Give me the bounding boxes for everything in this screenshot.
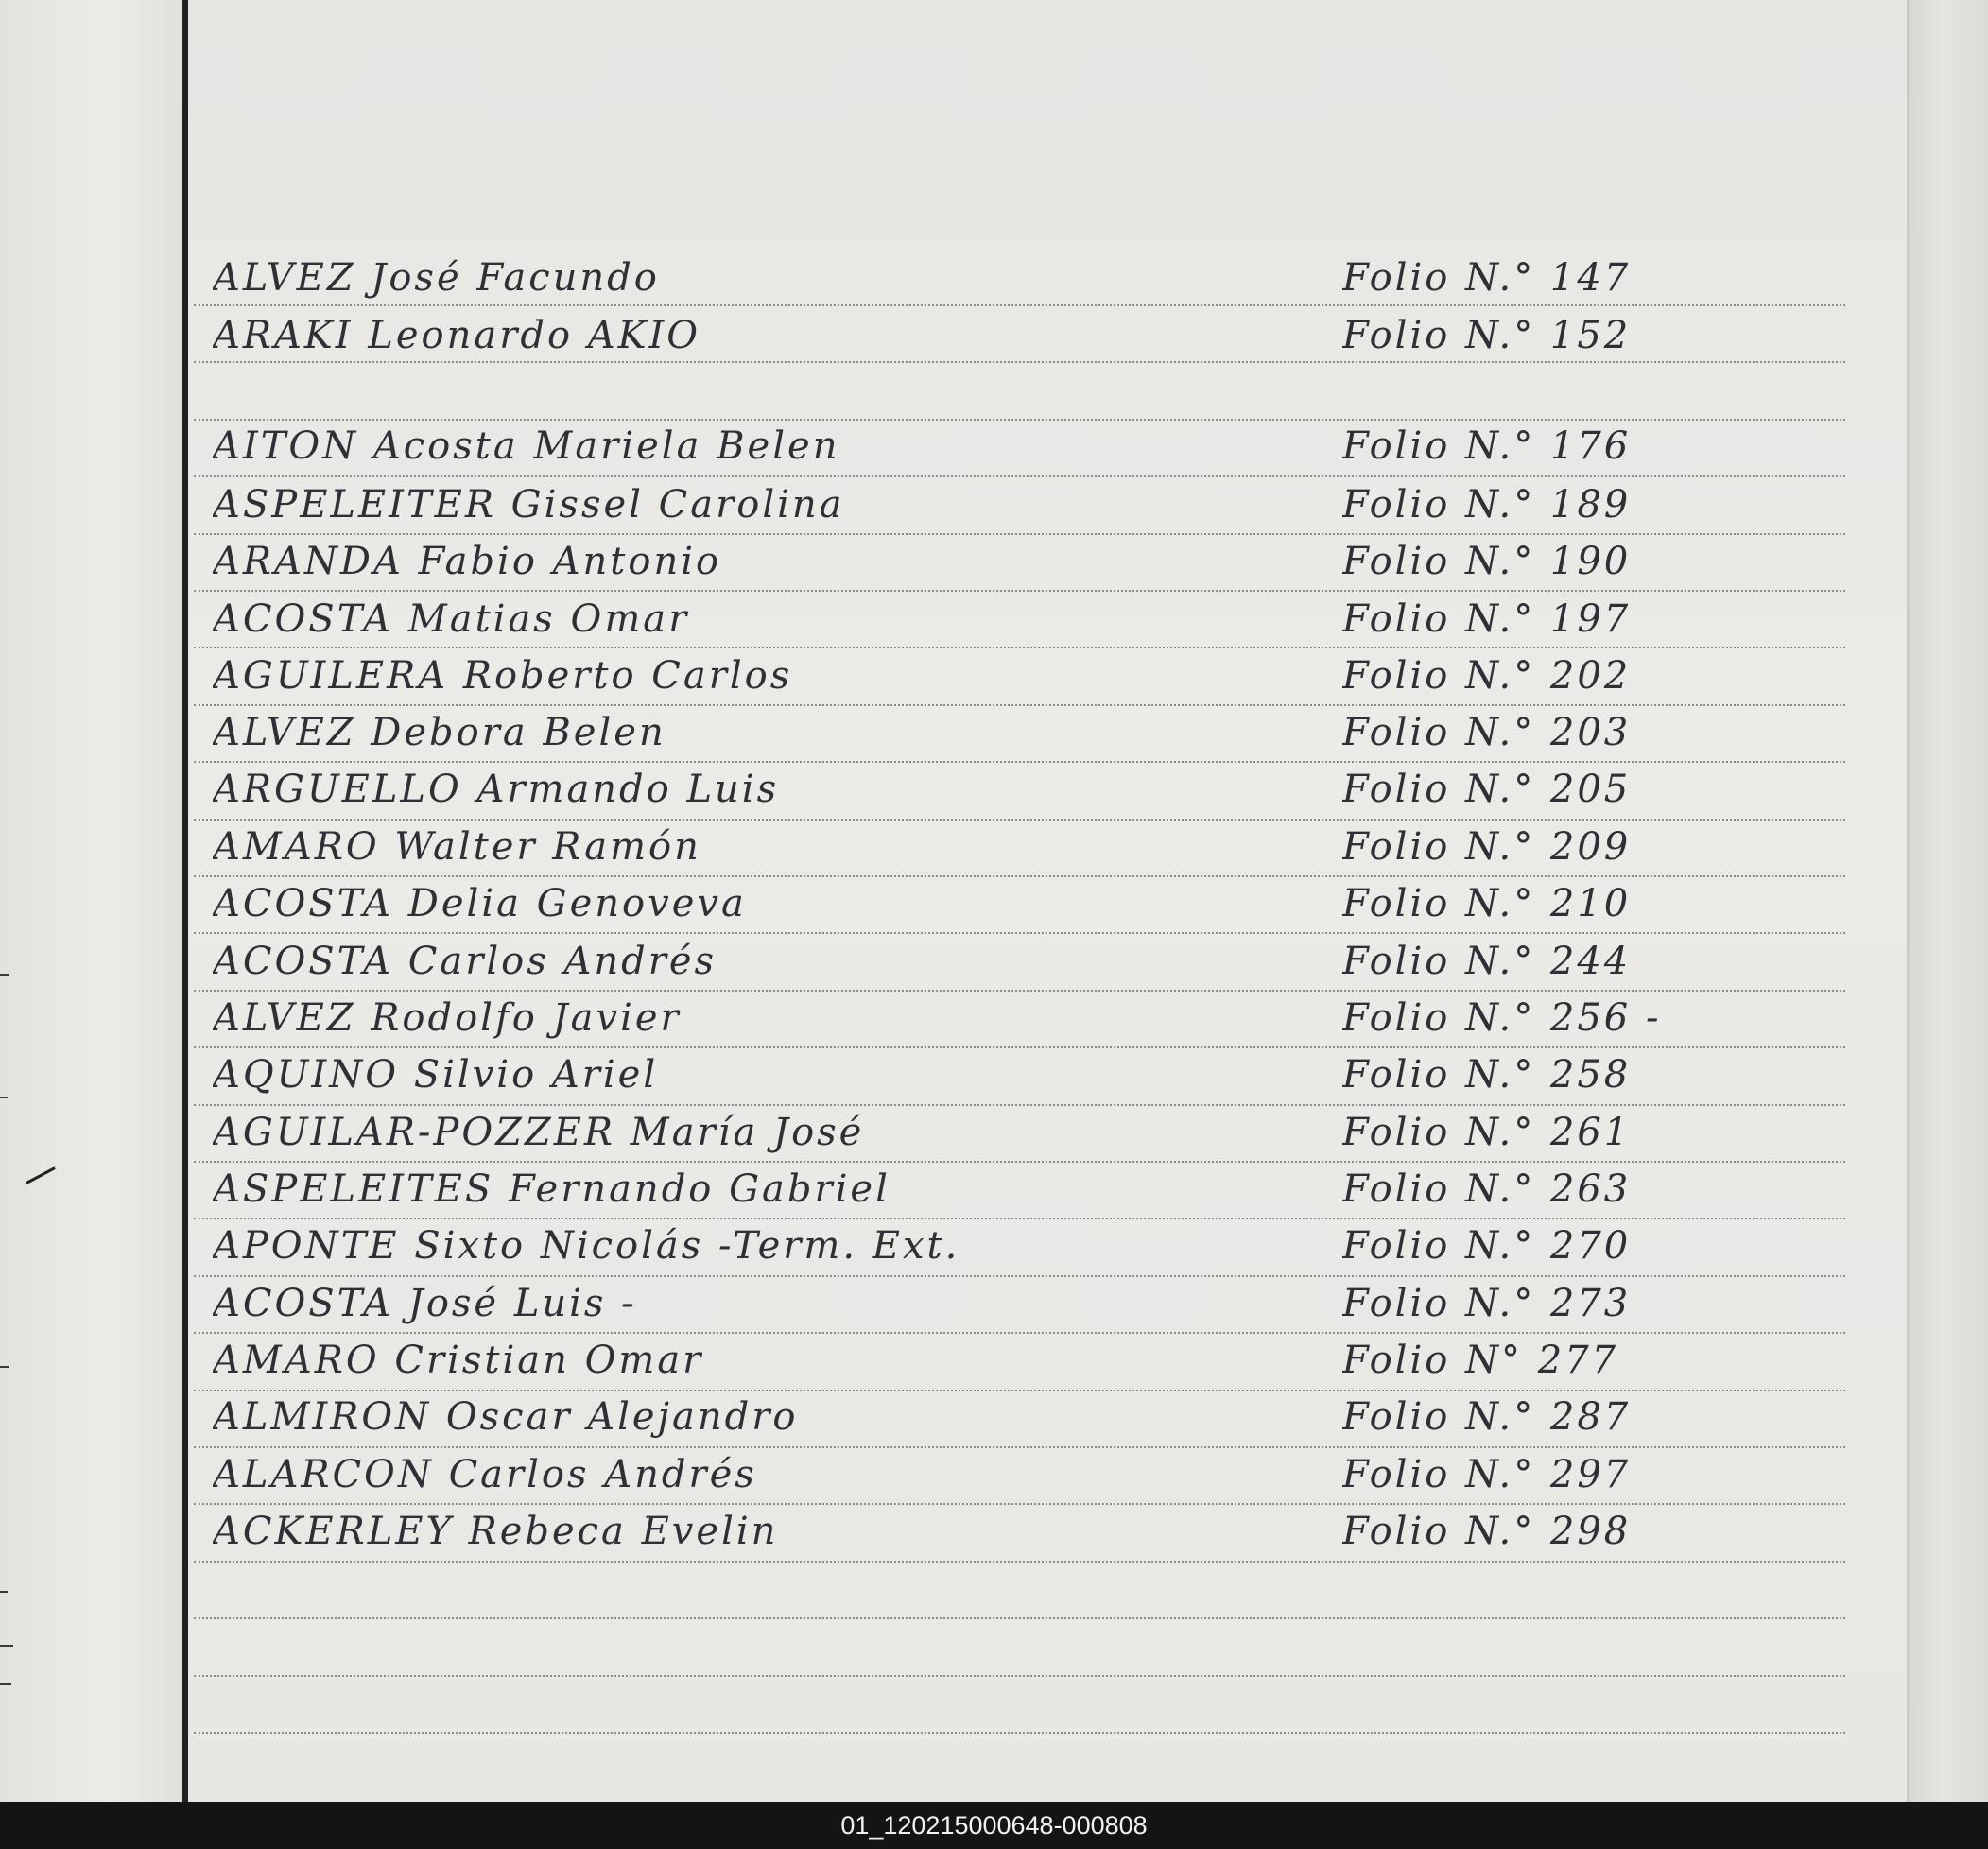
entry-folio: Folio N.° 152 — [1342, 314, 1632, 357]
entry-folio: Folio N.° 244 — [1342, 940, 1632, 983]
ledger-entry — [0, 873, 1988, 930]
entry-folio: Folio N.° 256 - — [1342, 996, 1662, 1040]
entry-name: ASPELEITES Fernando Gabriel — [213, 1167, 890, 1211]
ledger-entry — [0, 1330, 1988, 1387]
entry-name: AMARO Walter Ramón — [213, 825, 701, 869]
entry-folio: Folio N.° 273 — [1342, 1282, 1632, 1325]
ledger-entry — [0, 646, 1988, 702]
entry-folio: Folio N.° 287 — [1342, 1395, 1632, 1439]
ledger-entry — [0, 589, 1988, 646]
ledger-entry — [0, 1387, 1988, 1443]
ledger-entry — [0, 817, 1988, 873]
ledger-entry — [0, 1102, 1988, 1159]
entry-name: ACOSTA Matias Omar — [213, 597, 690, 641]
entry-folio: Folio N.° 203 — [1342, 711, 1632, 754]
ledger-entry — [0, 248, 1988, 304]
entry-folio: Folio N.° 298 — [1342, 1510, 1632, 1553]
entry-name: ALVEZ José Facundo — [213, 256, 660, 300]
entry-folio: Folio N.° 261 — [1342, 1111, 1632, 1154]
entry-folio: Folio N.° 189 — [1342, 483, 1632, 527]
entry-folio: Folio N.° 176 — [1342, 424, 1632, 468]
entry-name: ACOSTA Carlos Andrés — [213, 940, 717, 983]
ledger-entry — [0, 931, 1988, 988]
ledger-entry — [0, 531, 1988, 588]
entry-folio: Folio N.° 202 — [1342, 654, 1632, 698]
entry-name: ARGUELLO Armando Luis — [213, 768, 780, 811]
entry-name: ASPELEITER Gissel Carolina — [213, 483, 845, 527]
entry-name: ARANDA Fabio Antonio — [213, 540, 722, 583]
entry-folio: Folio N.° 270 — [1342, 1224, 1632, 1268]
ledger-entry — [0, 416, 1988, 473]
entry-name: ALVEZ Rodolfo Javier — [213, 996, 682, 1040]
entry-name: ACOSTA Delia Genoveva — [213, 882, 747, 925]
entry-name: AMARO Cristian Omar — [213, 1339, 704, 1382]
entry-name: AGUILERA Roberto Carlos — [213, 654, 793, 698]
entry-name: AQUINO Silvio Ariel — [213, 1053, 659, 1097]
ledger-entry — [0, 475, 1988, 531]
entry-name: ACOSTA José Luis - — [213, 1282, 637, 1325]
ledger-entry — [0, 1045, 1988, 1101]
entry-folio: Folio N.° 190 — [1342, 540, 1632, 583]
entry-folio: Folio N.° 263 — [1342, 1167, 1632, 1211]
ledger-entry — [0, 305, 1988, 362]
ledger-entry — [0, 702, 1988, 759]
image-id: 01_120215000648-000808 — [840, 1811, 1148, 1840]
entry-folio: Folio N.° 209 — [1342, 825, 1632, 869]
image-id-bar — [0, 1802, 1988, 1849]
entry-folio: Folio N.° 197 — [1342, 597, 1632, 641]
entry-name: AGUILAR-POZZER María José — [213, 1111, 865, 1154]
entry-folio: Folio N.° 147 — [1342, 256, 1632, 300]
ledger-entry — [0, 1501, 1988, 1558]
ledger-entry — [0, 759, 1988, 816]
ledger-entry — [0, 1444, 1988, 1501]
entry-folio: Folio N.° 210 — [1342, 882, 1632, 925]
ledger-entry — [0, 1216, 1988, 1272]
entry-name: ALARCON Carlos Andrés — [213, 1453, 757, 1496]
entry-folio: Folio N.° 258 — [1342, 1053, 1632, 1097]
entry-folio: Folio N.° 205 — [1342, 768, 1632, 811]
entry-name: AITON Acosta Mariela Belen — [213, 424, 840, 468]
entry-name: ACKERLEY Rebeca Evelin — [213, 1510, 779, 1553]
entry-name: ALVEZ Debora Belen — [213, 711, 666, 754]
entry-folio: Folio N° 277 — [1342, 1339, 1619, 1382]
ledger-entry — [0, 1273, 1988, 1330]
ledger-entry — [0, 988, 1988, 1045]
entry-name: ALMIRON Oscar Alejandro — [213, 1395, 799, 1439]
entry-name: ARAKI Leonardo AKIO — [213, 314, 701, 357]
ledger-entry — [0, 1159, 1988, 1216]
entry-folio: Folio N.° 297 — [1342, 1453, 1632, 1496]
entry-name: APONTE Sixto Nicolás -Term. Ext. — [213, 1224, 960, 1268]
